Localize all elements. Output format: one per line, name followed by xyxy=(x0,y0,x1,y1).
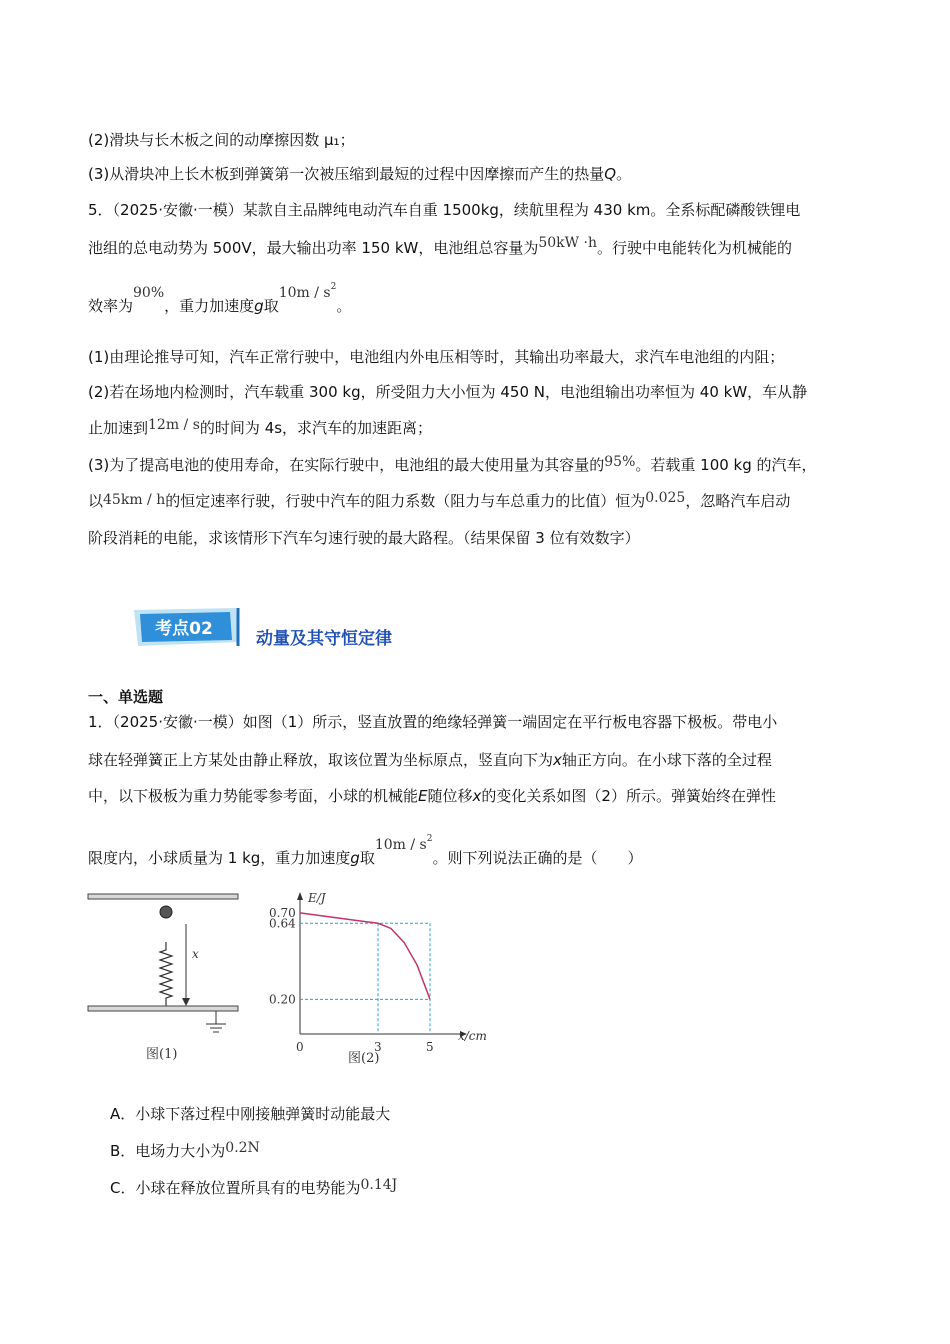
fig1-caption: 图(1) xyxy=(146,1047,178,1062)
lower-plate xyxy=(88,1006,238,1011)
q1-line1: 1．（2025·安徽·一模）如图（1）所示，竖直放置的绝缘轻弹簧一端固定在平行板电容器下极板。带电小 xyxy=(88,713,778,731)
section-title: 动量及其守恒定律 xyxy=(256,629,392,649)
y-tick-label: 0.70 xyxy=(269,905,296,920)
figure-1-capacitor xyxy=(86,888,246,1068)
option-a[interactable]: A．小球下落过程中刚接触弹簧时动能最大 xyxy=(110,1105,391,1123)
q5-p3a: (3)为了提高电池的使用寿命，在实际行驶中，电池组的最大使用量为其容量的95%。若载重 100 kg 的汽车， xyxy=(88,454,817,474)
option-c[interactable]: C．小球在释放位置所具有的电势能为0.14J xyxy=(110,1177,398,1197)
option-b[interactable]: B．电场力大小为0.2N xyxy=(110,1140,260,1160)
q5-p1: (1)由理论推导可知，汽车正常行驶中，电池组内外电压相等时，其输出功率最大，求汽车电池组的内阻； xyxy=(88,348,785,366)
y-tick-label: 0.20 xyxy=(269,992,296,1007)
math-0025: 0.025 xyxy=(645,490,686,506)
q1-line2: 球在轻弹簧正上方某处由静止释放，取该位置为坐标原点，竖直向下为x轴正方向。在小球下落的全过程 xyxy=(88,751,772,769)
math-efficiency: 90% xyxy=(133,285,165,301)
section-badge xyxy=(130,606,242,648)
x-tick-label: 3 xyxy=(374,1040,382,1054)
q1-line4: 限度内，小球质量为 1 kg，重力加速度g取$10m / s^2$。则下列说法正确的是（ ） xyxy=(88,834,643,867)
math-95: 95% xyxy=(604,454,636,470)
figure-2-chart xyxy=(260,884,500,1074)
q5-p3b: 以45km / h的恒定速率行驶，行驶中汽车的阻力系数（阻力与车总重力的比值）恒为0.025，忽略汽车启动 xyxy=(88,490,791,510)
ball xyxy=(160,906,172,918)
q5-p2a: (2)若在场地内检测时，汽车载重 300 kg，所受阻力大小恒为 450 N，电池组输出功率恒为 40 kW，车从静 xyxy=(88,383,808,401)
fig2-caption: 图(2) xyxy=(348,1051,380,1066)
fig1-x-label: x xyxy=(192,947,199,961)
math-speed: 12m / s xyxy=(148,417,200,433)
spring xyxy=(160,942,172,1006)
q4-part2: (2)滑块与长木板之间的动摩擦因数 μ₁； xyxy=(88,131,355,149)
section-badge-text: 考点02 xyxy=(155,619,213,639)
x-tick-label: 0 xyxy=(296,1040,304,1054)
y-axis-arrow xyxy=(297,892,303,900)
q5-line1: 5．（2025·安徽·一模）某款自主品牌纯电动汽车自重 1500kg，续航里程为 430 km。全系标配磷酸铁锂电 xyxy=(88,201,801,219)
q5-p2b: 止加速到12m / s的时间为 4s，求汽车的加速距离； xyxy=(88,417,433,437)
series-line xyxy=(300,913,430,1000)
q5-p3c: 阶段消耗的电能，求该情形下汽车匀速行驶的最大路程。（结果保留 3 位有效数字） xyxy=(88,529,640,547)
math-capacity: 50kW ·h xyxy=(538,235,597,251)
x-tick-label: 5 xyxy=(426,1040,434,1054)
upper-plate xyxy=(88,894,238,899)
heading-single-choice: 一、单选题 xyxy=(88,688,164,706)
q4-part3: (3)从滑块冲上长木板到弹簧第一次被压缩到最短的过程中因摩擦而产生的热量Q。 xyxy=(88,165,632,183)
y-tick-label: 0.64 xyxy=(269,916,296,931)
x-axis-label: x/cm xyxy=(458,1029,487,1043)
math-g: 10m / s xyxy=(278,285,331,301)
q5-line3: 效率为90%，重力加速度g取$10m / s^2$。 xyxy=(88,282,352,315)
y-axis-label: E/J xyxy=(308,891,326,905)
q5-line2: 池组的总电动势为 500V，最大输出功率 150 kW，电池组总容量为50kW ·h。行驶中电能转化为机械能的 xyxy=(88,235,792,257)
math-45kmh: 45km / h xyxy=(103,492,166,508)
var-q: Q xyxy=(604,165,617,183)
q1-line3: 中，以下极板为重力势能零参考面，小球的机械能E随位移x的变化关系如图（2）所示。弹簧始终在弹性 xyxy=(88,787,776,805)
